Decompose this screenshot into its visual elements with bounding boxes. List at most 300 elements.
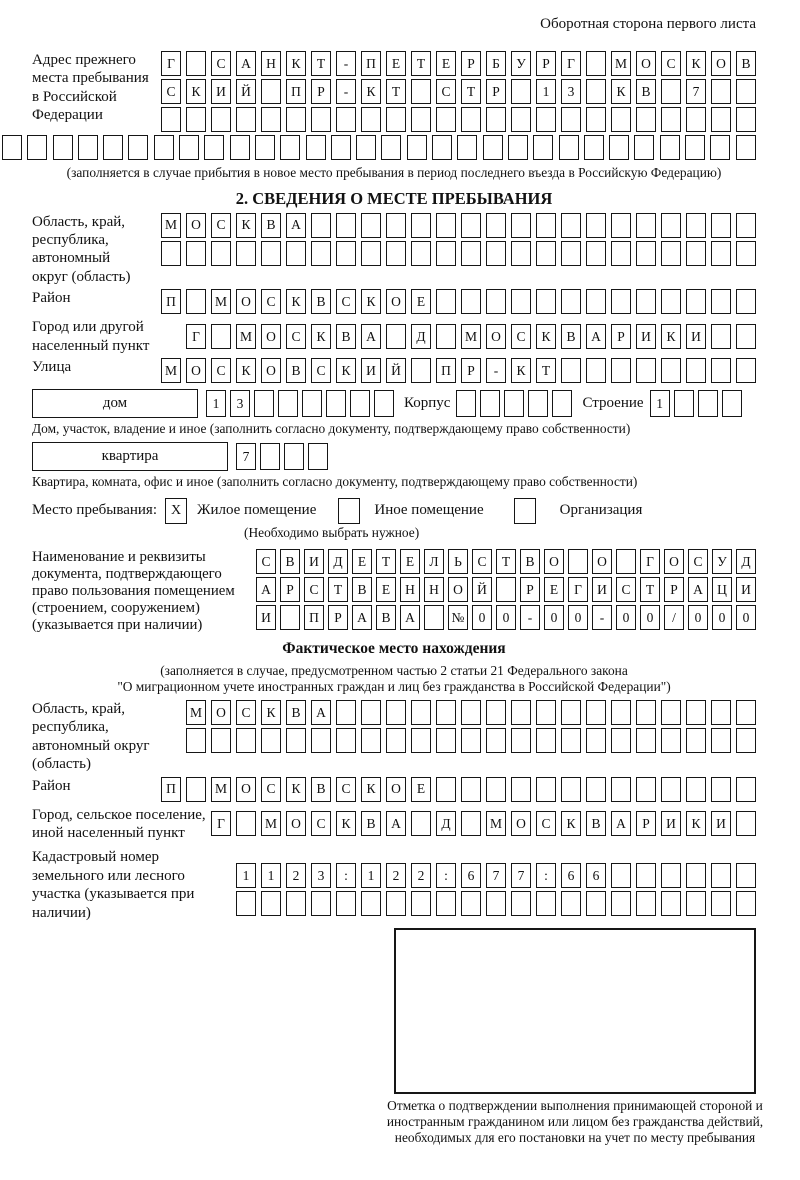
form-cell[interactable]: Е bbox=[411, 777, 431, 802]
form-cell[interactable]: В bbox=[286, 358, 306, 383]
form-cell[interactable] bbox=[461, 213, 481, 238]
form-cell[interactable] bbox=[128, 135, 148, 160]
form-cell[interactable]: А bbox=[611, 811, 631, 836]
form-cell[interactable] bbox=[53, 135, 73, 160]
form-cell[interactable] bbox=[586, 107, 606, 132]
form-cell[interactable] bbox=[461, 700, 481, 725]
form-cell[interactable]: О bbox=[236, 289, 256, 314]
form-cell[interactable]: В bbox=[311, 289, 331, 314]
form-cell[interactable]: В bbox=[311, 777, 331, 802]
form-cell[interactable] bbox=[2, 135, 22, 160]
form-cell[interactable] bbox=[660, 135, 680, 160]
form-cell[interactable]: Р bbox=[636, 811, 656, 836]
form-cell[interactable] bbox=[586, 289, 606, 314]
form-cell[interactable] bbox=[186, 289, 206, 314]
form-cell[interactable] bbox=[280, 605, 300, 630]
form-cell[interactable] bbox=[711, 891, 731, 916]
form-cell[interactable] bbox=[722, 390, 742, 417]
form-cell[interactable] bbox=[661, 891, 681, 916]
form-cell[interactable]: О bbox=[386, 777, 406, 802]
form-cell[interactable]: 1 bbox=[650, 390, 670, 417]
form-cell[interactable] bbox=[336, 213, 356, 238]
form-cell[interactable] bbox=[336, 107, 356, 132]
form-cell[interactable] bbox=[736, 79, 756, 104]
form-cell[interactable]: К bbox=[261, 700, 281, 725]
form-cell[interactable] bbox=[636, 107, 656, 132]
form-cell[interactable]: С bbox=[261, 777, 281, 802]
form-cell[interactable] bbox=[561, 777, 581, 802]
form-cell[interactable]: Р bbox=[280, 577, 300, 602]
form-cell[interactable]: Т bbox=[496, 549, 516, 574]
form-cell[interactable]: № bbox=[448, 605, 468, 630]
form-cell[interactable] bbox=[302, 390, 322, 417]
form-cell[interactable] bbox=[436, 728, 456, 753]
form-cell[interactable] bbox=[686, 289, 706, 314]
form-cell[interactable]: О bbox=[186, 213, 206, 238]
form-cell[interactable] bbox=[483, 135, 503, 160]
form-cell[interactable] bbox=[261, 241, 281, 266]
form-cell[interactable] bbox=[661, 863, 681, 888]
form-cell[interactable]: В bbox=[286, 700, 306, 725]
form-cell[interactable] bbox=[736, 863, 756, 888]
form-cell[interactable]: : bbox=[336, 863, 356, 888]
form-cell[interactable]: Л bbox=[424, 549, 444, 574]
form-cell[interactable]: С bbox=[161, 79, 181, 104]
form-cell[interactable]: Т bbox=[386, 79, 406, 104]
apartment-type-box[interactable]: квартира bbox=[32, 442, 228, 471]
form-cell[interactable] bbox=[432, 135, 452, 160]
form-cell[interactable]: Й bbox=[386, 358, 406, 383]
form-cell[interactable]: Й bbox=[236, 79, 256, 104]
form-cell[interactable] bbox=[674, 390, 694, 417]
form-cell[interactable]: О bbox=[286, 811, 306, 836]
form-cell[interactable] bbox=[407, 135, 427, 160]
form-cell[interactable] bbox=[361, 891, 381, 916]
form-cell[interactable] bbox=[411, 728, 431, 753]
form-cell[interactable] bbox=[586, 51, 606, 76]
form-cell[interactable] bbox=[286, 107, 306, 132]
form-cell[interactable] bbox=[636, 289, 656, 314]
form-cell[interactable] bbox=[508, 135, 528, 160]
form-cell[interactable] bbox=[511, 700, 531, 725]
form-cell[interactable] bbox=[609, 135, 629, 160]
form-cell[interactable]: В bbox=[361, 811, 381, 836]
form-cell[interactable]: 3 bbox=[230, 390, 250, 417]
form-cell[interactable]: К bbox=[611, 79, 631, 104]
form-cell[interactable]: 3 bbox=[311, 863, 331, 888]
form-cell[interactable] bbox=[286, 891, 306, 916]
form-cell[interactable] bbox=[561, 700, 581, 725]
form-cell[interactable]: А bbox=[256, 577, 276, 602]
form-cell[interactable]: 1 bbox=[206, 390, 226, 417]
form-cell[interactable]: С bbox=[311, 811, 331, 836]
form-cell[interactable]: Б bbox=[486, 51, 506, 76]
form-cell[interactable]: Ь bbox=[448, 549, 468, 574]
form-cell[interactable]: Е bbox=[411, 289, 431, 314]
form-cell[interactable]: 0 bbox=[544, 605, 564, 630]
form-cell[interactable] bbox=[661, 79, 681, 104]
form-cell[interactable] bbox=[636, 728, 656, 753]
form-cell[interactable]: Г bbox=[561, 51, 581, 76]
form-cell[interactable]: Д bbox=[411, 324, 431, 349]
form-cell[interactable] bbox=[586, 213, 606, 238]
form-cell[interactable] bbox=[511, 79, 531, 104]
form-cell[interactable]: И bbox=[304, 549, 324, 574]
form-cell[interactable] bbox=[736, 135, 756, 160]
form-cell[interactable]: П bbox=[286, 79, 306, 104]
form-cell[interactable]: И bbox=[686, 324, 706, 349]
form-cell[interactable] bbox=[611, 728, 631, 753]
form-cell[interactable] bbox=[311, 241, 331, 266]
form-cell[interactable]: М bbox=[261, 811, 281, 836]
form-cell[interactable] bbox=[306, 135, 326, 160]
form-cell[interactable] bbox=[411, 79, 431, 104]
form-cell[interactable]: К bbox=[361, 777, 381, 802]
form-cell[interactable]: Г bbox=[161, 51, 181, 76]
form-cell[interactable]: М bbox=[161, 358, 181, 383]
form-cell[interactable]: Р bbox=[611, 324, 631, 349]
form-cell[interactable]: И bbox=[661, 811, 681, 836]
form-cell[interactable] bbox=[461, 728, 481, 753]
form-cell[interactable] bbox=[436, 107, 456, 132]
form-cell[interactable] bbox=[586, 241, 606, 266]
form-cell[interactable] bbox=[424, 605, 444, 630]
form-cell[interactable] bbox=[661, 728, 681, 753]
form-cell[interactable] bbox=[161, 107, 181, 132]
form-cell[interactable]: Т bbox=[376, 549, 396, 574]
form-cell[interactable]: Е bbox=[544, 577, 564, 602]
form-cell[interactable] bbox=[533, 135, 553, 160]
form-cell[interactable] bbox=[361, 107, 381, 132]
form-cell[interactable] bbox=[686, 241, 706, 266]
form-cell[interactable]: К bbox=[686, 811, 706, 836]
form-cell[interactable] bbox=[584, 135, 604, 160]
form-cell[interactable] bbox=[436, 777, 456, 802]
form-cell[interactable]: И bbox=[711, 811, 731, 836]
form-cell[interactable] bbox=[661, 777, 681, 802]
form-cell[interactable] bbox=[586, 358, 606, 383]
form-cell[interactable] bbox=[736, 777, 756, 802]
form-cell[interactable] bbox=[711, 863, 731, 888]
form-cell[interactable] bbox=[486, 891, 506, 916]
form-cell[interactable] bbox=[711, 777, 731, 802]
form-cell[interactable]: : bbox=[436, 863, 456, 888]
form-cell[interactable]: К bbox=[186, 79, 206, 104]
form-cell[interactable] bbox=[278, 390, 298, 417]
form-cell[interactable]: С bbox=[436, 79, 456, 104]
stay-checkbox-residential[interactable]: X bbox=[165, 498, 187, 524]
form-cell[interactable]: К bbox=[686, 51, 706, 76]
form-cell[interactable] bbox=[336, 700, 356, 725]
form-cell[interactable] bbox=[386, 107, 406, 132]
form-cell[interactable] bbox=[411, 700, 431, 725]
form-cell[interactable]: Е bbox=[436, 51, 456, 76]
form-cell[interactable]: : bbox=[536, 863, 556, 888]
form-cell[interactable] bbox=[511, 289, 531, 314]
form-cell[interactable]: О bbox=[592, 549, 612, 574]
form-cell[interactable]: Н bbox=[400, 577, 420, 602]
form-cell[interactable] bbox=[311, 107, 331, 132]
form-cell[interactable]: Т bbox=[311, 51, 331, 76]
form-cell[interactable] bbox=[711, 358, 731, 383]
form-cell[interactable]: Й bbox=[472, 577, 492, 602]
form-cell[interactable] bbox=[685, 135, 705, 160]
form-cell[interactable]: Т bbox=[536, 358, 556, 383]
form-cell[interactable] bbox=[568, 549, 588, 574]
form-cell[interactable] bbox=[561, 891, 581, 916]
form-cell[interactable]: И bbox=[636, 324, 656, 349]
form-cell[interactable] bbox=[636, 891, 656, 916]
form-cell[interactable]: С bbox=[286, 324, 306, 349]
form-cell[interactable] bbox=[411, 891, 431, 916]
form-cell[interactable] bbox=[236, 891, 256, 916]
form-cell[interactable] bbox=[711, 289, 731, 314]
form-cell[interactable] bbox=[710, 135, 730, 160]
form-cell[interactable] bbox=[711, 241, 731, 266]
form-cell[interactable]: М bbox=[486, 811, 506, 836]
form-cell[interactable] bbox=[536, 728, 556, 753]
form-cell[interactable] bbox=[374, 390, 394, 417]
form-cell[interactable]: П bbox=[436, 358, 456, 383]
form-cell[interactable]: О bbox=[544, 549, 564, 574]
form-cell[interactable]: С bbox=[336, 289, 356, 314]
form-cell[interactable]: О bbox=[664, 549, 684, 574]
form-cell[interactable] bbox=[255, 135, 275, 160]
form-cell[interactable] bbox=[536, 891, 556, 916]
form-cell[interactable] bbox=[661, 107, 681, 132]
form-cell[interactable] bbox=[536, 213, 556, 238]
form-cell[interactable] bbox=[686, 863, 706, 888]
form-cell[interactable]: Е bbox=[376, 577, 396, 602]
form-cell[interactable]: С bbox=[304, 577, 324, 602]
form-cell[interactable] bbox=[686, 358, 706, 383]
form-cell[interactable] bbox=[611, 777, 631, 802]
form-cell[interactable] bbox=[636, 241, 656, 266]
form-cell[interactable] bbox=[698, 390, 718, 417]
form-cell[interactable] bbox=[634, 135, 654, 160]
form-cell[interactable] bbox=[436, 891, 456, 916]
house-type-box[interactable]: дом bbox=[32, 389, 198, 418]
form-cell[interactable] bbox=[311, 891, 331, 916]
form-cell[interactable] bbox=[230, 135, 250, 160]
form-cell[interactable] bbox=[711, 79, 731, 104]
form-cell[interactable] bbox=[254, 390, 274, 417]
form-cell[interactable]: В bbox=[561, 324, 581, 349]
form-cell[interactable]: Д bbox=[736, 549, 756, 574]
form-cell[interactable]: М bbox=[211, 777, 231, 802]
form-cell[interactable] bbox=[711, 728, 731, 753]
form-cell[interactable]: С bbox=[511, 324, 531, 349]
form-cell[interactable] bbox=[552, 390, 572, 417]
form-cell[interactable]: 7 bbox=[236, 443, 256, 470]
form-cell[interactable]: И bbox=[256, 605, 276, 630]
form-cell[interactable] bbox=[496, 577, 516, 602]
form-cell[interactable] bbox=[236, 728, 256, 753]
form-cell[interactable]: М bbox=[186, 700, 206, 725]
form-cell[interactable] bbox=[261, 107, 281, 132]
form-cell[interactable] bbox=[211, 241, 231, 266]
form-cell[interactable]: К bbox=[511, 358, 531, 383]
form-cell[interactable]: Е bbox=[400, 549, 420, 574]
form-cell[interactable] bbox=[611, 241, 631, 266]
form-cell[interactable]: 6 bbox=[561, 863, 581, 888]
form-cell[interactable] bbox=[411, 358, 431, 383]
form-cell[interactable]: - bbox=[336, 51, 356, 76]
form-cell[interactable] bbox=[386, 324, 406, 349]
form-cell[interactable]: М bbox=[461, 324, 481, 349]
form-cell[interactable] bbox=[286, 728, 306, 753]
form-cell[interactable] bbox=[411, 213, 431, 238]
form-cell[interactable] bbox=[616, 549, 636, 574]
form-cell[interactable]: В bbox=[636, 79, 656, 104]
form-cell[interactable] bbox=[561, 289, 581, 314]
form-cell[interactable] bbox=[261, 79, 281, 104]
form-cell[interactable]: Е bbox=[386, 51, 406, 76]
form-cell[interactable] bbox=[411, 241, 431, 266]
form-cell[interactable] bbox=[186, 107, 206, 132]
form-cell[interactable]: - bbox=[486, 358, 506, 383]
form-cell[interactable]: Р bbox=[328, 605, 348, 630]
form-cell[interactable] bbox=[536, 777, 556, 802]
form-cell[interactable] bbox=[361, 241, 381, 266]
form-cell[interactable] bbox=[561, 358, 581, 383]
form-cell[interactable]: И bbox=[211, 79, 231, 104]
form-cell[interactable]: О bbox=[711, 51, 731, 76]
form-cell[interactable] bbox=[661, 213, 681, 238]
form-cell[interactable] bbox=[661, 241, 681, 266]
form-cell[interactable] bbox=[636, 358, 656, 383]
form-cell[interactable] bbox=[179, 135, 199, 160]
form-cell[interactable] bbox=[236, 811, 256, 836]
form-cell[interactable] bbox=[436, 289, 456, 314]
form-cell[interactable] bbox=[504, 390, 524, 417]
form-cell[interactable] bbox=[511, 777, 531, 802]
form-cell[interactable]: У bbox=[712, 549, 732, 574]
form-cell[interactable]: О bbox=[386, 289, 406, 314]
form-cell[interactable] bbox=[611, 289, 631, 314]
form-cell[interactable] bbox=[486, 700, 506, 725]
form-cell[interactable]: - bbox=[520, 605, 540, 630]
form-cell[interactable] bbox=[356, 135, 376, 160]
form-cell[interactable] bbox=[331, 135, 351, 160]
form-cell[interactable] bbox=[211, 728, 231, 753]
form-cell[interactable]: - bbox=[336, 79, 356, 104]
form-cell[interactable] bbox=[261, 891, 281, 916]
form-cell[interactable]: С bbox=[472, 549, 492, 574]
form-cell[interactable]: 0 bbox=[640, 605, 660, 630]
form-cell[interactable]: К bbox=[336, 811, 356, 836]
form-cell[interactable]: К bbox=[336, 358, 356, 383]
form-cell[interactable] bbox=[611, 107, 631, 132]
form-cell[interactable] bbox=[611, 891, 631, 916]
form-cell[interactable] bbox=[186, 51, 206, 76]
form-cell[interactable]: 0 bbox=[568, 605, 588, 630]
form-cell[interactable] bbox=[686, 213, 706, 238]
form-cell[interactable] bbox=[611, 863, 631, 888]
form-cell[interactable] bbox=[361, 728, 381, 753]
form-cell[interactable] bbox=[308, 443, 328, 470]
form-cell[interactable]: Н bbox=[261, 51, 281, 76]
form-cell[interactable]: А bbox=[352, 605, 372, 630]
form-cell[interactable] bbox=[436, 700, 456, 725]
form-cell[interactable]: О bbox=[261, 324, 281, 349]
form-cell[interactable] bbox=[386, 891, 406, 916]
form-cell[interactable]: 2 bbox=[286, 863, 306, 888]
form-cell[interactable]: 0 bbox=[688, 605, 708, 630]
form-cell[interactable]: К bbox=[286, 51, 306, 76]
form-cell[interactable]: К bbox=[286, 289, 306, 314]
form-cell[interactable] bbox=[561, 728, 581, 753]
form-cell[interactable]: К bbox=[561, 811, 581, 836]
form-cell[interactable] bbox=[486, 213, 506, 238]
form-cell[interactable] bbox=[536, 241, 556, 266]
form-cell[interactable] bbox=[311, 213, 331, 238]
form-cell[interactable] bbox=[436, 324, 456, 349]
form-cell[interactable] bbox=[336, 891, 356, 916]
form-cell[interactable]: Г bbox=[186, 324, 206, 349]
form-cell[interactable] bbox=[536, 107, 556, 132]
form-cell[interactable]: Т bbox=[461, 79, 481, 104]
form-cell[interactable]: 7 bbox=[686, 79, 706, 104]
form-cell[interactable] bbox=[486, 728, 506, 753]
form-cell[interactable] bbox=[736, 289, 756, 314]
form-cell[interactable]: В bbox=[376, 605, 396, 630]
form-cell[interactable]: К bbox=[286, 777, 306, 802]
stay-checkbox-other[interactable] bbox=[338, 498, 360, 524]
form-cell[interactable] bbox=[511, 728, 531, 753]
form-cell[interactable]: А bbox=[361, 324, 381, 349]
form-cell[interactable]: С bbox=[661, 51, 681, 76]
form-cell[interactable] bbox=[711, 700, 731, 725]
form-cell[interactable]: Т bbox=[640, 577, 660, 602]
form-cell[interactable] bbox=[280, 135, 300, 160]
form-cell[interactable]: И bbox=[736, 577, 756, 602]
form-cell[interactable] bbox=[411, 107, 431, 132]
form-cell[interactable] bbox=[286, 241, 306, 266]
form-cell[interactable] bbox=[586, 891, 606, 916]
form-cell[interactable] bbox=[686, 777, 706, 802]
form-cell[interactable]: 0 bbox=[736, 605, 756, 630]
form-cell[interactable]: Н bbox=[424, 577, 444, 602]
form-cell[interactable] bbox=[736, 811, 756, 836]
form-cell[interactable]: К bbox=[236, 213, 256, 238]
form-cell[interactable]: М bbox=[211, 289, 231, 314]
form-cell[interactable]: О bbox=[211, 700, 231, 725]
form-cell[interactable]: К bbox=[536, 324, 556, 349]
form-cell[interactable] bbox=[436, 241, 456, 266]
form-cell[interactable]: В bbox=[336, 324, 356, 349]
form-cell[interactable] bbox=[561, 213, 581, 238]
form-cell[interactable]: Е bbox=[352, 549, 372, 574]
form-cell[interactable] bbox=[436, 213, 456, 238]
form-cell[interactable] bbox=[736, 891, 756, 916]
form-cell[interactable]: 2 bbox=[386, 863, 406, 888]
form-cell[interactable]: 7 bbox=[511, 863, 531, 888]
form-cell[interactable] bbox=[284, 443, 304, 470]
form-cell[interactable] bbox=[486, 241, 506, 266]
form-cell[interactable]: М bbox=[611, 51, 631, 76]
form-cell[interactable] bbox=[686, 728, 706, 753]
form-cell[interactable] bbox=[154, 135, 174, 160]
form-cell[interactable]: С bbox=[336, 777, 356, 802]
form-cell[interactable] bbox=[559, 135, 579, 160]
form-cell[interactable] bbox=[211, 324, 231, 349]
form-cell[interactable] bbox=[27, 135, 47, 160]
form-cell[interactable]: 6 bbox=[586, 863, 606, 888]
form-cell[interactable] bbox=[536, 289, 556, 314]
form-cell[interactable] bbox=[326, 390, 346, 417]
form-cell[interactable]: Р bbox=[461, 51, 481, 76]
